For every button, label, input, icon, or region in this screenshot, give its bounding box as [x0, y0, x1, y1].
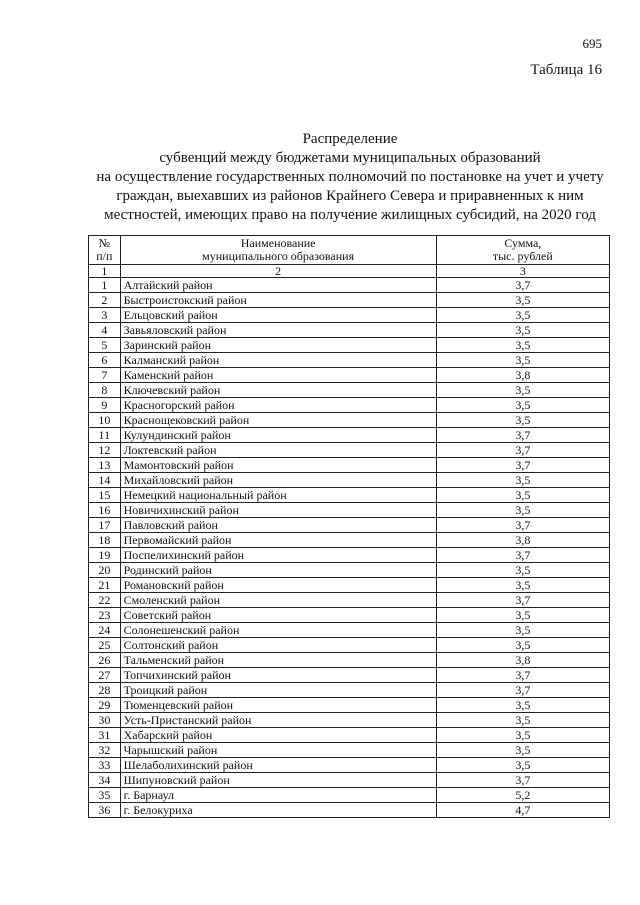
municipality-name-cell: Усть-Пристанский район — [120, 713, 436, 728]
municipality-name-cell: Ельцовский район — [120, 308, 436, 323]
table-row — [89, 803, 610, 818]
municipality-name-cell: Смоленский район — [120, 593, 436, 608]
row-number-cell: 14 — [89, 473, 121, 488]
amount-cell: 3,7 — [436, 548, 609, 563]
column-index-cell: 2 — [120, 265, 436, 278]
table-row — [89, 293, 610, 308]
amount-cell: 3,8 — [436, 368, 609, 383]
municipality-name-cell: Романовский район — [120, 578, 436, 593]
row-number-cell: 36 — [89, 803, 121, 818]
table-row — [89, 503, 610, 518]
municipality-name-cell: Мамонтовский район — [120, 458, 436, 473]
row-number-cell: 11 — [89, 428, 121, 443]
table-row — [89, 593, 610, 608]
table-row — [89, 308, 610, 323]
title-line: местностей, имеющих право на получение жилищных субсидий, на 2020 год — [104, 207, 596, 223]
municipality-name-cell: Немецкий национальный район — [120, 488, 436, 503]
table-label: Таблица 16 — [530, 62, 602, 78]
municipality-name-cell: Михайловский район — [120, 473, 436, 488]
row-number-cell: 24 — [89, 623, 121, 638]
row-number-cell: 31 — [89, 728, 121, 743]
table-row — [89, 338, 610, 353]
municipality-name-cell: Алтайский район — [120, 278, 436, 293]
amount-cell: 3,5 — [436, 398, 609, 413]
header-sum-line2: тыс. рублей — [492, 249, 553, 263]
header-name — [120, 236, 436, 265]
municipality-name-cell: Хабарский район — [120, 728, 436, 743]
column-index-row — [89, 265, 610, 278]
municipality-name-cell: Тюменцевский район — [120, 698, 436, 713]
amount-cell: 3,8 — [436, 653, 609, 668]
table-row — [89, 548, 610, 563]
row-number-cell: 4 — [89, 323, 121, 338]
municipality-name-cell: Родинский район — [120, 563, 436, 578]
table-row — [89, 698, 610, 713]
row-number-cell: 13 — [89, 458, 121, 473]
municipality-name-cell: Поспелихинский район — [120, 548, 436, 563]
title-line: граждан, выехавших из районов Крайнего Севера и приравненных к ним — [116, 188, 584, 204]
title-line: субвенций между бюджетами муниципальных образований — [159, 150, 541, 166]
header-num-line1: № — [98, 236, 111, 250]
table-row — [89, 638, 610, 653]
table-row — [89, 758, 610, 773]
amount-cell: 3,7 — [436, 428, 609, 443]
amount-cell: 3,5 — [436, 323, 609, 338]
municipality-name-cell: Кулундинский район — [120, 428, 436, 443]
amount-cell: 3,7 — [436, 278, 609, 293]
municipality-name-cell: Новичихинский район — [120, 503, 436, 518]
amount-cell: 3,5 — [436, 608, 609, 623]
column-index-cell: 3 — [436, 265, 609, 278]
municipality-name-cell: Шелаболихинский район — [120, 758, 436, 773]
column-index-cell: 1 — [89, 265, 121, 278]
table-row — [89, 458, 610, 473]
municipality-name-cell: Солонешенский район — [120, 623, 436, 638]
table-row — [89, 743, 610, 758]
amount-cell: 3,5 — [436, 743, 609, 758]
amount-cell: 3,5 — [436, 713, 609, 728]
row-number-cell: 7 — [89, 368, 121, 383]
amount-cell: 3,5 — [436, 293, 609, 308]
row-number-cell: 6 — [89, 353, 121, 368]
row-number-cell: 18 — [89, 533, 121, 548]
table-row — [89, 713, 610, 728]
amount-cell: 3,5 — [436, 578, 609, 593]
table-row — [89, 533, 610, 548]
row-number-cell: 30 — [89, 713, 121, 728]
table-row — [89, 473, 610, 488]
amount-cell: 3,5 — [436, 488, 609, 503]
municipality-name-cell: Быстроистокский район — [120, 293, 436, 308]
table-row — [89, 383, 610, 398]
subsidy-table — [88, 235, 610, 818]
amount-cell: 3,5 — [436, 413, 609, 428]
row-number-cell: 33 — [89, 758, 121, 773]
amount-cell: 3,7 — [436, 443, 609, 458]
table-row — [89, 578, 610, 593]
row-number-cell: 23 — [89, 608, 121, 623]
table-row — [89, 653, 610, 668]
amount-cell: 3,5 — [436, 338, 609, 353]
table-row — [89, 788, 610, 803]
table-header-row — [89, 236, 610, 265]
municipality-name-cell: Завьяловский район — [120, 323, 436, 338]
amount-cell: 3,7 — [436, 683, 609, 698]
row-number-cell: 27 — [89, 668, 121, 683]
header-sum — [436, 236, 609, 265]
amount-cell: 3,5 — [436, 503, 609, 518]
row-number-cell: 9 — [89, 398, 121, 413]
municipality-name-cell: Тальменский район — [120, 653, 436, 668]
title-line: на осуществление государственных полномочий по постановке на учет и учету — [96, 169, 604, 185]
row-number-cell: 20 — [89, 563, 121, 578]
row-number-cell: 28 — [89, 683, 121, 698]
amount-cell: 4,7 — [436, 803, 609, 818]
table-row — [89, 488, 610, 503]
amount-cell: 3,5 — [436, 383, 609, 398]
amount-cell: 3,5 — [436, 353, 609, 368]
table-row — [89, 683, 610, 698]
page-number: 695 — [582, 36, 602, 51]
document-title — [60, 130, 640, 225]
amount-cell: 3,7 — [436, 458, 609, 473]
title-line: Распределение — [302, 131, 398, 147]
municipality-name-cell: Красногорский район — [120, 398, 436, 413]
table-row — [89, 728, 610, 743]
amount-cell: 3,5 — [436, 758, 609, 773]
municipality-name-cell: г. Белокуриха — [120, 803, 436, 818]
row-number-cell: 15 — [89, 488, 121, 503]
municipality-name-cell: Локтевский район — [120, 443, 436, 458]
table-row — [89, 278, 610, 293]
row-number-cell: 19 — [89, 548, 121, 563]
municipality-name-cell: Чарышский район — [120, 743, 436, 758]
table-row — [89, 413, 610, 428]
amount-cell: 3,5 — [436, 563, 609, 578]
amount-cell: 3,7 — [436, 668, 609, 683]
table-row — [89, 398, 610, 413]
row-number-cell: 22 — [89, 593, 121, 608]
table-row — [89, 608, 610, 623]
amount-cell: 3,5 — [436, 728, 609, 743]
row-number-cell: 17 — [89, 518, 121, 533]
row-number-cell: 3 — [89, 308, 121, 323]
table-row — [89, 443, 610, 458]
municipality-name-cell: Калманский район — [120, 353, 436, 368]
table-row — [89, 353, 610, 368]
table-row — [89, 563, 610, 578]
header-num-line2: п/п — [96, 249, 113, 263]
table-row — [89, 623, 610, 638]
municipality-name-cell: Шипуновский район — [120, 773, 436, 788]
table-row — [89, 668, 610, 683]
table-row — [89, 773, 610, 788]
amount-cell: 3,7 — [436, 593, 609, 608]
municipality-name-cell: г. Барнаул — [120, 788, 436, 803]
amount-cell: 5,2 — [436, 788, 609, 803]
municipality-name-cell: Каменский район — [120, 368, 436, 383]
row-number-cell: 29 — [89, 698, 121, 713]
table-row — [89, 518, 610, 533]
row-number-cell: 26 — [89, 653, 121, 668]
municipality-name-cell: Павловский район — [120, 518, 436, 533]
municipality-name-cell: Солтонский район — [120, 638, 436, 653]
header-name-line1: Наименование — [240, 236, 316, 250]
row-number-cell: 32 — [89, 743, 121, 758]
row-number-cell: 34 — [89, 773, 121, 788]
header-num — [89, 236, 121, 265]
municipality-name-cell: Топчихинский район — [120, 668, 436, 683]
amount-cell: 3,5 — [436, 473, 609, 488]
table-row — [89, 428, 610, 443]
municipality-name-cell: Советский район — [120, 608, 436, 623]
row-number-cell: 35 — [89, 788, 121, 803]
municipality-name-cell: Краснощековский район — [120, 413, 436, 428]
municipality-name-cell: Первомайский район — [120, 533, 436, 548]
row-number-cell: 21 — [89, 578, 121, 593]
amount-cell: 3,5 — [436, 698, 609, 713]
amount-cell: 3,5 — [436, 623, 609, 638]
municipality-name-cell: Ключевский район — [120, 383, 436, 398]
table-row — [89, 368, 610, 383]
table-body — [89, 278, 610, 818]
header-sum-line1: Сумма, — [504, 236, 542, 250]
row-number-cell: 8 — [89, 383, 121, 398]
amount-cell: 3,5 — [436, 308, 609, 323]
amount-cell: 3,7 — [436, 518, 609, 533]
municipality-name-cell: Троицкий район — [120, 683, 436, 698]
amount-cell: 3,8 — [436, 533, 609, 548]
header-name-line2: муниципального образования — [202, 249, 355, 263]
row-number-cell: 1 — [89, 278, 121, 293]
row-number-cell: 10 — [89, 413, 121, 428]
row-number-cell: 12 — [89, 443, 121, 458]
amount-cell: 3,5 — [436, 638, 609, 653]
table-row — [89, 323, 610, 338]
municipality-name-cell: Заринский район — [120, 338, 436, 353]
row-number-cell: 2 — [89, 293, 121, 308]
row-number-cell: 5 — [89, 338, 121, 353]
amount-cell: 3,7 — [436, 773, 609, 788]
row-number-cell: 25 — [89, 638, 121, 653]
row-number-cell: 16 — [89, 503, 121, 518]
